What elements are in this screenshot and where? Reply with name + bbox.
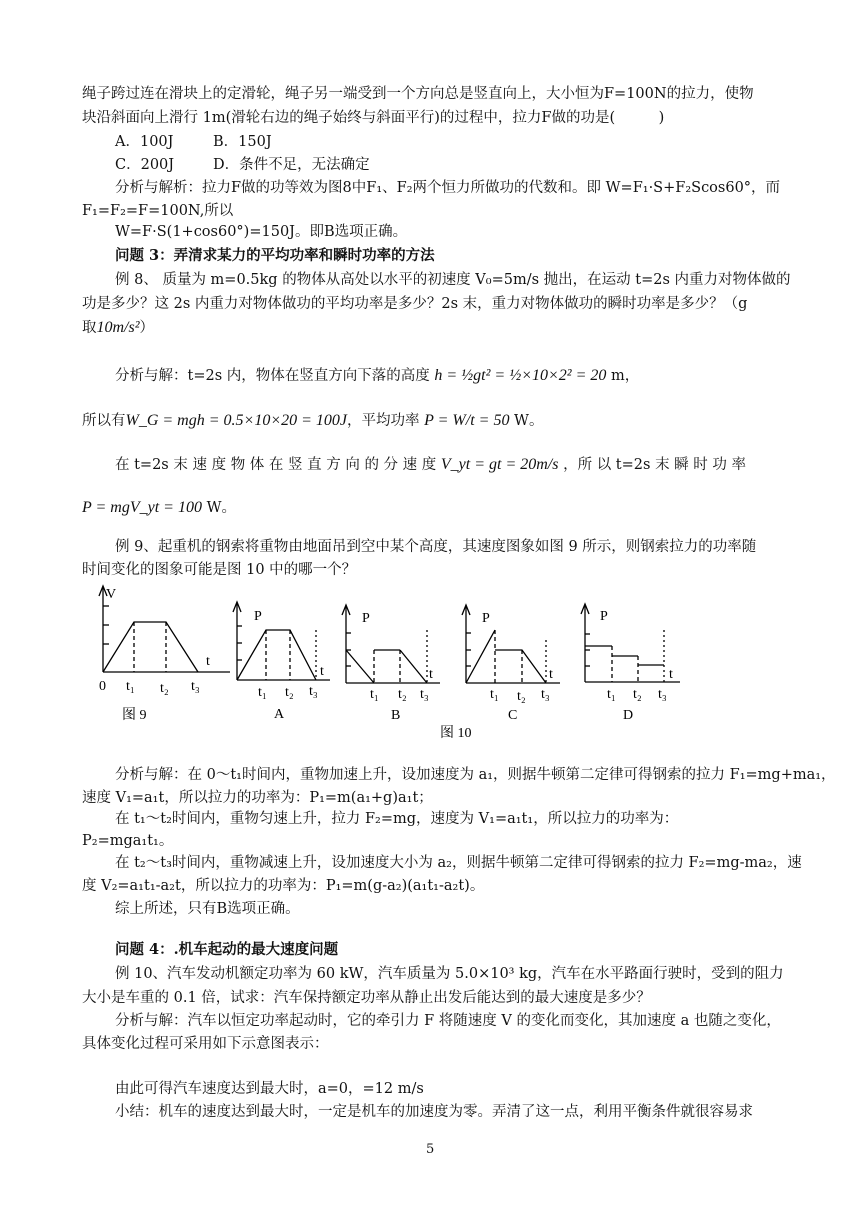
solution-line: P = mgV_yt = 100 W。: [82, 499, 236, 516]
axis-label: P: [600, 609, 608, 624]
example-10-line: 大小是车重的 0.1 倍，试求：汽车保持额定功率从静止出发后能达到的最大速度是多少？: [82, 990, 651, 1006]
example-8-line: 功是多少？这 2s 内重力对物体做功的平均功率是多少？2s 末，重力对物体做功的瞬时功率是多少？（g: [82, 296, 748, 312]
axis-label: V: [106, 587, 117, 602]
example-8-line: 取10m/s²）: [82, 319, 155, 336]
solution-line: 在 t=2s 末 速 度 物 体 在 竖 直 方 向 的 分 速 度 V_yt = gt = 20m/s ，所 以 t=2s 末 瞬 时 功 率: [115, 456, 746, 473]
tick-label: t₃: [309, 684, 318, 699]
analysis-line: 综上所述，只有B选项正确。: [115, 901, 300, 917]
solution-line: 具体变化过程可采用如下示意图表示：: [82, 1036, 329, 1052]
axis-label: P: [482, 611, 490, 626]
axis-label: t: [206, 654, 210, 669]
formula-work: W_G = mgh = 0.5×10×20 = 100J: [125, 412, 348, 429]
example-10-line: 例 10、汽车发动机额定功率为 60 kW，汽车质量为 5.0×10³ kg，汽车在水平路面行驶时，受到的阻力: [115, 966, 784, 982]
analysis-line: F₁=F₂=F=100N,所以: [82, 203, 234, 219]
option-b: B．150J: [213, 134, 272, 150]
axis-label: t: [320, 664, 324, 679]
analysis-line: W=F·S(1+cos60°)=150J。即B选项正确。: [115, 224, 408, 240]
formula-velocity: V_yt = gt = 20m/s: [440, 456, 559, 473]
text-line: 块沿斜面向上滑行 1m(滑轮右边的绳子始终与斜面平行)的过程中，拉力F做的功是( ): [82, 110, 665, 126]
text-line: 绳子跨过连在滑块上的定滑轮，绳子另一端受到一个方向总是竖直向上，大小恒为F=100N的拉力，使物: [82, 86, 754, 102]
tick-label: t₂: [398, 687, 407, 702]
solution-line: 分析与解：t=2s 内，物体在竖直方向下落的高度 h = ½gt² = ½×10×2² = 20 m，: [115, 367, 640, 384]
tick-label: t₃: [191, 679, 200, 694]
formula-average-power: P = W/t = 50: [424, 412, 510, 429]
tick-label: t₂: [160, 681, 169, 696]
page-number: 5: [426, 1142, 435, 1157]
figure-caption: 图 9: [122, 708, 147, 723]
analysis-line: 分析与解：在 0～t₁时间内，重物加速上升，设加速度为 a₁，则据牛顿第二定律可得钢索的拉力 F₁=mg+ma₁，: [115, 767, 836, 783]
tick-label: t₁: [126, 679, 135, 694]
tick-label: t₁: [607, 687, 616, 702]
option-a: A．100J: [115, 134, 174, 150]
section-heading-3: 问题 3：弄清求某力的平均功率和瞬时功率的方法: [115, 247, 435, 264]
figure-caption: B: [391, 708, 401, 723]
figure-caption: 图 10: [440, 726, 472, 740]
tick-label: t₂: [517, 689, 526, 704]
summary-line: 小结：机车的速度达到最大时，一定是机车的加速度为零。弄清了这一点，利用平衡条件就很容易求: [115, 1104, 753, 1120]
figure-caption: D: [623, 708, 634, 723]
solution-line: 分析与解：汽车以恒定功率起动时，它的牵引力 F 将随速度 V 的变化而变化，其加速度 a 也随之变化，: [115, 1013, 781, 1029]
axis-label: t: [429, 667, 433, 682]
example-9-line: 例 9、起重机的钢索将重物由地面吊到空中某个高度，其速度图象如图 9 所示，则钢索拉力的功率随: [115, 539, 757, 555]
figure-9-and-10: [0, 580, 860, 740]
figure-caption: A: [274, 707, 285, 722]
axis-label: P: [254, 609, 262, 624]
example-9-line: 时间变化的图象可能是图 10 中的哪一个？: [82, 562, 357, 578]
tick-label: t₂: [285, 685, 294, 700]
formula-height: h = ½gt² = ½×10×2² = 20: [434, 367, 607, 384]
analysis-line: 分析与解析：拉力F做的功等效为图8中F₁、F₂两个恒力所做功的代数和。即 W=F₁·S+F₂Scos60°，而: [115, 180, 781, 196]
solution-line: 所以有W_G = mgh = 0.5×10×20 = 100J，平均功率 P = W/t = 50 W。: [82, 412, 544, 429]
analysis-line: 在 t₁～t₂时间内，重物匀速上升，拉力 F₂=mg，速度为 V₁=a₁t₁，所以拉力的功率为：: [115, 811, 679, 827]
tick-label: t₃: [420, 687, 429, 702]
section-heading-4: 问题 4：.机车起动的最大速度问题: [115, 941, 339, 958]
origin-label: 0: [99, 679, 106, 694]
analysis-line: 度 V₂=a₁t₁-a₂t，所以拉力的功率为：P₁=m(g-a₂)(a₁t₁-a₂t)。: [82, 878, 485, 894]
solution-line: 由此可得汽车速度达到最大时，a=0，=12 m/s: [115, 1081, 424, 1097]
option-c: C．200J: [115, 157, 175, 173]
formula-instant-power: P = mgV_yt = 100: [82, 499, 202, 516]
tick-label: t₁: [258, 685, 267, 700]
tick-label: t₂: [633, 687, 642, 702]
axis-label: t: [669, 667, 673, 682]
figure-caption: C: [508, 708, 518, 723]
tick-label: t₁: [370, 687, 379, 702]
tick-label: t₃: [658, 687, 667, 702]
tick-label: t₁: [490, 687, 499, 702]
axis-label: P: [362, 611, 370, 626]
option-d: D．条件不足，无法确定: [213, 157, 370, 173]
analysis-line: P₂=mga₁t₁。: [82, 833, 174, 849]
tick-label: t₃: [541, 687, 550, 702]
example-8-line: 例 8、 质量为 m=0.5kg 的物体从高处以水平的初速度 V₀=5m/s 抛出，在运动 t=2s 内重力对物体做的: [115, 272, 791, 288]
axis-label: t: [549, 667, 553, 682]
analysis-line: 在 t₂～t₃时间内，重物减速上升，设加速度大小为 a₂，则据牛顿第二定律可得钢索的拉力 F₂=mg-ma₂，速: [115, 855, 802, 871]
analysis-line: 速度 V₁=a₁t，所以拉力的功率为：P₁=m(a₁+g)a₁t；: [82, 790, 433, 806]
